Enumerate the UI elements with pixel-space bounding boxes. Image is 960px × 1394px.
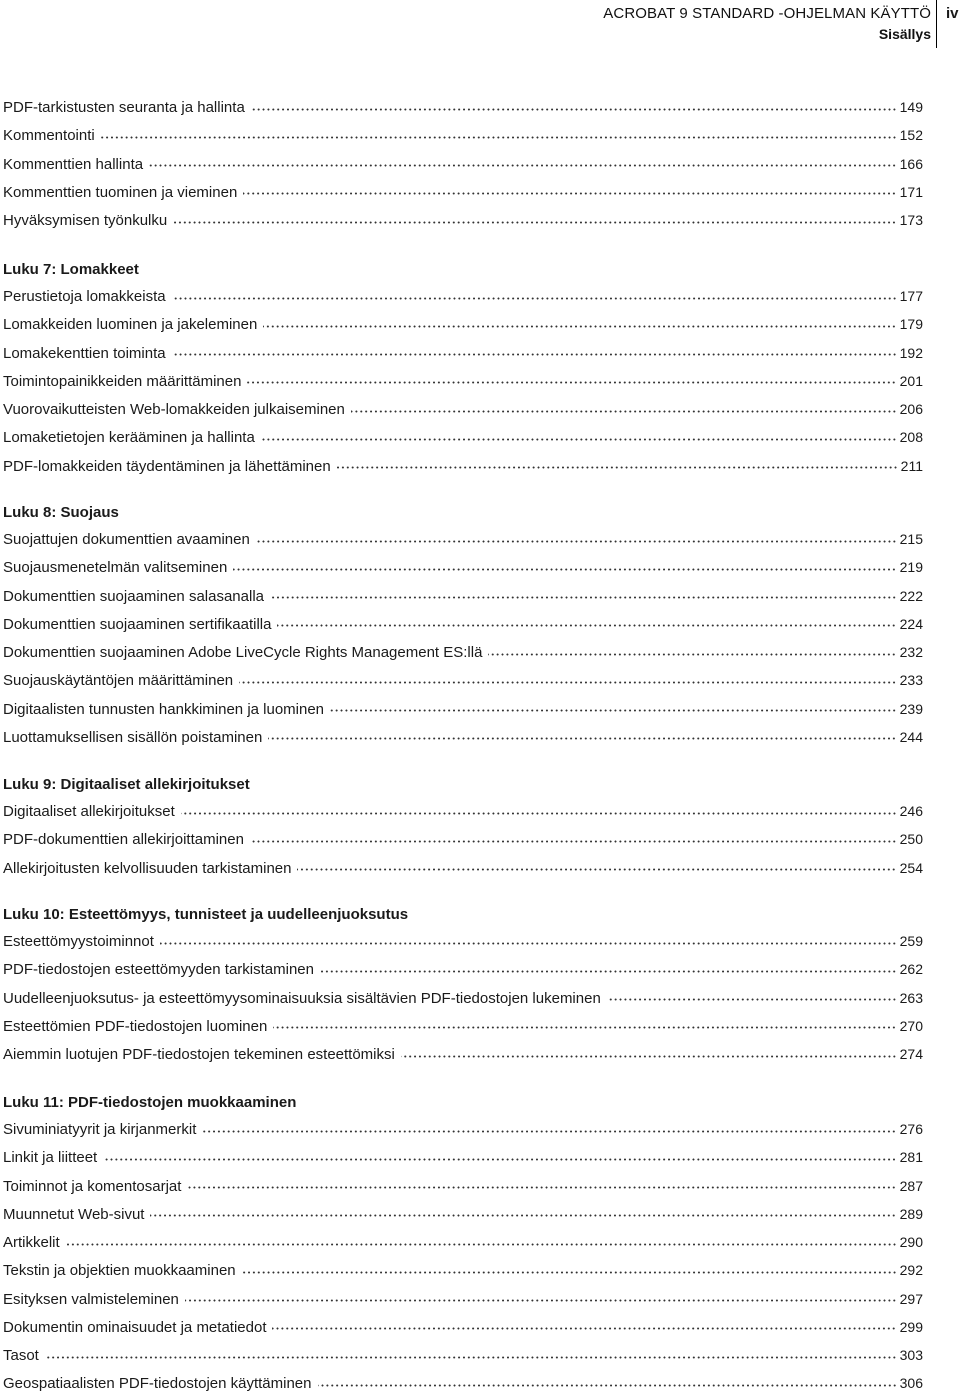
toc-entry[interactable] bbox=[3, 1016, 923, 1036]
toc-entry-page-number: 179 bbox=[899, 316, 923, 333]
toc-entry[interactable] bbox=[3, 182, 923, 202]
dot-leader bbox=[251, 108, 897, 111]
dot-leader bbox=[233, 568, 896, 571]
dot-leader bbox=[268, 737, 896, 740]
toc-entry-page-number: 224 bbox=[899, 615, 923, 632]
toc-entry-label: Geospatiaalisten PDF-tiedostojen käyttäminen bbox=[3, 1375, 312, 1393]
toc-entry[interactable] bbox=[3, 154, 923, 174]
toc-entry-label: Toimintopainikkeiden määrittäminen bbox=[3, 372, 242, 390]
toc-entry[interactable] bbox=[3, 1176, 923, 1196]
toc-entry-page-number: 239 bbox=[899, 700, 923, 717]
dot-leader bbox=[66, 1243, 897, 1246]
toc-entry-label: Suojauskäytäntöjen määrittäminen bbox=[3, 672, 234, 690]
toc-entry-label: Dokumentin ominaisuudet ja metatiedot bbox=[3, 1318, 267, 1336]
toc-entry[interactable] bbox=[3, 801, 923, 821]
toc-entry[interactable] bbox=[3, 125, 923, 145]
section-title: Sisällys bbox=[878, 26, 931, 42]
toc-entry[interactable] bbox=[3, 1204, 923, 1224]
chapter-heading[interactable]: Luku 11: PDF-tiedostojen muokkaaminen bbox=[3, 1094, 297, 1111]
toc-entry-label: PDF-lomakkeiden täydentäminen ja lähettäminen bbox=[3, 457, 331, 475]
toc-entry-label: Tasot bbox=[3, 1347, 39, 1364]
toc-entry-page-number: 177 bbox=[899, 288, 923, 304]
toc-entry-page-number: 215 bbox=[899, 531, 923, 547]
toc-entry-page-number: 232 bbox=[899, 644, 923, 660]
dot-leader bbox=[181, 812, 897, 815]
dot-leader bbox=[45, 1356, 897, 1359]
toc-entry-page-number: 171 bbox=[899, 183, 923, 200]
toc-entry-page-number: 276 bbox=[899, 1121, 923, 1137]
dot-leader bbox=[101, 136, 897, 139]
toc-entry-page-number: 289 bbox=[899, 1205, 923, 1222]
toc-entry-page-number: 208 bbox=[899, 429, 923, 446]
toc-entry[interactable] bbox=[3, 456, 923, 476]
toc-entry-page-number: 246 bbox=[899, 803, 923, 819]
header-divider bbox=[936, 0, 937, 48]
dot-leader bbox=[330, 709, 897, 712]
toc-entry-page-number: 219 bbox=[899, 559, 923, 576]
toc-entry-page-number: 166 bbox=[899, 155, 923, 172]
toc-entry-label: Luottamuksellisen sisällön poistaminen bbox=[3, 728, 263, 746]
chapter-heading[interactable]: Luku 10: Esteettömyys, tunnisteet ja uudelleenjuoksutus bbox=[3, 906, 409, 923]
toc-entry-page-number: 222 bbox=[899, 587, 923, 604]
toc-entry[interactable] bbox=[3, 427, 923, 447]
toc-entry[interactable] bbox=[3, 699, 923, 719]
dot-leader bbox=[263, 325, 896, 328]
dot-leader bbox=[149, 164, 897, 167]
dot-leader bbox=[173, 221, 896, 224]
dot-leader bbox=[242, 1271, 897, 1274]
toc-entry-page-number: 262 bbox=[899, 961, 923, 978]
toc-entry-label: Esteettömien PDF-tiedostojen luominen bbox=[3, 1017, 268, 1035]
dot-leader bbox=[250, 840, 897, 843]
chapter-heading[interactable]: Luku 7: Lomakkeet bbox=[3, 261, 139, 278]
toc-entry-label: Aiemmin luotujen PDF-tiedostojen tekeminen esteettömiksi bbox=[3, 1046, 395, 1063]
toc-entry-page-number: 299 bbox=[899, 1318, 923, 1335]
toc-entry[interactable] bbox=[3, 727, 923, 747]
toc-entry-page-number: 303 bbox=[899, 1347, 923, 1363]
toc-entry-page-number: 254 bbox=[899, 859, 923, 876]
toc-entry[interactable] bbox=[3, 314, 923, 334]
dot-leader bbox=[261, 438, 897, 441]
toc-entry-label: Suojattujen dokumenttien avaaminen bbox=[3, 531, 250, 548]
toc-entry[interactable] bbox=[3, 210, 923, 230]
dot-leader bbox=[297, 868, 896, 871]
toc-entry[interactable] bbox=[3, 97, 923, 117]
dot-leader bbox=[247, 381, 896, 384]
toc-entry-page-number: 173 bbox=[899, 212, 923, 228]
dot-leader bbox=[185, 1299, 897, 1302]
dot-leader bbox=[150, 1214, 896, 1217]
toc-entry[interactable] bbox=[3, 931, 923, 951]
toc-entry[interactable] bbox=[3, 1373, 923, 1393]
toc-entry-page-number: 233 bbox=[899, 672, 923, 689]
toc-entry-page-number: 263 bbox=[899, 989, 923, 1006]
toc-entry-label: Lomaketietojen kerääminen ja hallinta bbox=[3, 429, 255, 447]
dot-leader bbox=[272, 1327, 896, 1330]
toc-entry-page-number: 149 bbox=[899, 99, 923, 115]
toc-entry-page-number: 297 bbox=[899, 1290, 923, 1307]
toc-entry-label: PDF-tarkistusten seuranta ja hallinta bbox=[3, 99, 245, 116]
toc-entry-label: Dokumenttien suojaaminen salasanalla bbox=[3, 587, 264, 605]
toc-entry[interactable] bbox=[3, 343, 923, 363]
dot-leader bbox=[318, 1384, 897, 1387]
header-text-block bbox=[603, 3, 931, 45]
chapter-heading[interactable]: Luku 9: Digitaaliset allekirjoitukset bbox=[3, 776, 250, 793]
dot-leader bbox=[172, 297, 897, 300]
toc-entry[interactable] bbox=[3, 399, 923, 419]
toc-entry[interactable] bbox=[3, 614, 923, 634]
toc-entry[interactable] bbox=[3, 1260, 923, 1280]
toc-entry-label: Digitaaliset allekirjoitukset bbox=[3, 803, 175, 820]
toc-entry[interactable] bbox=[3, 371, 923, 391]
dot-leader bbox=[187, 1186, 896, 1189]
toc-entry[interactable] bbox=[3, 988, 923, 1008]
toc-entry-label: Esteettömyystoiminnot bbox=[3, 933, 154, 950]
toc-entry-page-number: 292 bbox=[899, 1262, 923, 1279]
toc-entry[interactable] bbox=[3, 670, 923, 690]
toc-entry-page-number: 192 bbox=[899, 344, 923, 361]
toc-entry[interactable] bbox=[3, 1289, 923, 1309]
dot-leader bbox=[160, 942, 897, 945]
dot-leader bbox=[270, 596, 897, 599]
dot-leader bbox=[277, 624, 896, 627]
dot-leader bbox=[202, 1130, 896, 1133]
toc-entry[interactable] bbox=[3, 557, 923, 577]
dot-leader bbox=[320, 970, 897, 973]
toc-entry-label: Dokumenttien suojaaminen sertifikaatilla bbox=[3, 615, 272, 633]
toc-entry[interactable] bbox=[3, 529, 923, 549]
toc-entry[interactable] bbox=[3, 1119, 923, 1139]
toc-entry-label: Lomakkeiden luominen ja jakeleminen bbox=[3, 316, 258, 334]
toc-entry-page-number: 250 bbox=[899, 831, 923, 848]
document-title: ACROBAT 9 STANDARD -OHJELMAN KÄYTTÖ bbox=[603, 5, 931, 22]
chapter-heading[interactable]: Luku 8: Suojaus bbox=[3, 504, 119, 521]
toc-entry[interactable] bbox=[3, 829, 923, 849]
toc-entry[interactable] bbox=[3, 959, 923, 979]
toc-entry-label: PDF-dokumenttien allekirjoittaminen bbox=[3, 831, 244, 849]
running-header bbox=[0, 0, 960, 60]
toc-entry-page-number: 206 bbox=[899, 401, 923, 417]
toc-entry-page-number: 152 bbox=[899, 127, 923, 144]
toc-entry-label: Sivuminiatyyrit ja kirjanmerkit bbox=[3, 1121, 197, 1138]
toc-entry[interactable] bbox=[3, 1147, 923, 1167]
toc-entry-label: Dokumenttien suojaaminen Adobe LiveCycle Rights Management ES:llä bbox=[3, 644, 483, 661]
toc-entry[interactable] bbox=[3, 642, 923, 662]
toc-entry-label: Kommenttien tuominen ja vieminen bbox=[3, 183, 238, 201]
dot-leader bbox=[607, 998, 897, 1001]
toc-entry[interactable] bbox=[3, 1232, 923, 1252]
dot-leader bbox=[243, 192, 896, 195]
dot-leader bbox=[256, 540, 897, 543]
toc-entry-page-number: 211 bbox=[900, 457, 923, 474]
toc-entry-label: Artikkelit bbox=[3, 1234, 60, 1251]
toc-entry-label: Toiminnot ja komentosarjat bbox=[3, 1177, 182, 1195]
toc-entry-page-number: 281 bbox=[899, 1149, 923, 1166]
toc-entry-page-number: 244 bbox=[899, 728, 923, 745]
page-number: iv bbox=[946, 5, 959, 22]
dot-leader bbox=[401, 1055, 897, 1058]
toc-entry-page-number: 201 bbox=[899, 372, 923, 389]
dot-leader bbox=[488, 653, 896, 656]
toc-entry-label: Vuorovaikutteisten Web-lomakkeiden julkaiseminen bbox=[3, 401, 345, 418]
toc-entry[interactable] bbox=[3, 1317, 923, 1337]
toc-entry[interactable] bbox=[3, 1345, 923, 1365]
toc-entry-label: Esityksen valmisteleminen bbox=[3, 1290, 179, 1308]
toc-entry[interactable] bbox=[3, 1044, 923, 1064]
toc-entry-label: Muunnetut Web-sivut bbox=[3, 1205, 145, 1223]
dot-leader bbox=[337, 466, 898, 469]
toc-entry-label: Perustietoja lomakkeista bbox=[3, 288, 166, 305]
toc-entry-label: Hyväksymisen työnkulku bbox=[3, 212, 168, 229]
dot-leader bbox=[103, 1158, 896, 1161]
toc-entry-label: Suojausmenetelmän valitseminen bbox=[3, 559, 228, 577]
toc-entry[interactable] bbox=[3, 858, 923, 878]
toc-entry-page-number: 270 bbox=[899, 1017, 923, 1034]
toc-entry-page-number: 274 bbox=[899, 1046, 923, 1062]
toc-entry-page-number: 290 bbox=[899, 1234, 923, 1250]
toc-entry-label: Lomakekenttien toiminta bbox=[3, 344, 166, 362]
toc-entry-label: Uudelleenjuoksutus- ja esteettömyysominaisuuksia sisältävien PDF-tiedostojen lukeminen bbox=[3, 989, 601, 1007]
toc-entry-label: Kommenttien hallinta bbox=[3, 155, 144, 173]
toc-entry-page-number: 306 bbox=[899, 1375, 923, 1392]
toc-entry[interactable] bbox=[3, 286, 923, 306]
toc-entry-label: PDF-tiedostojen esteettömyyden tarkistaminen bbox=[3, 961, 314, 979]
dot-leader bbox=[172, 353, 897, 356]
dot-leader bbox=[351, 410, 897, 413]
toc-entry-label: Allekirjoitusten kelvollisuuden tarkistaminen bbox=[3, 859, 292, 877]
toc-entry-page-number: 287 bbox=[899, 1177, 923, 1194]
toc-entry-label: Tekstin ja objektien muokkaaminen bbox=[3, 1262, 236, 1280]
dot-leader bbox=[239, 681, 897, 684]
toc-entry-page-number: 259 bbox=[899, 933, 923, 949]
dot-leader bbox=[273, 1026, 896, 1029]
toc-entry[interactable] bbox=[3, 586, 923, 606]
toc-entry-label: Digitaalisten tunnusten hankkiminen ja luominen bbox=[3, 700, 325, 718]
toc-entry-label: Kommentointi bbox=[3, 127, 95, 145]
toc-entry-label: Linkit ja liitteet bbox=[3, 1149, 98, 1167]
